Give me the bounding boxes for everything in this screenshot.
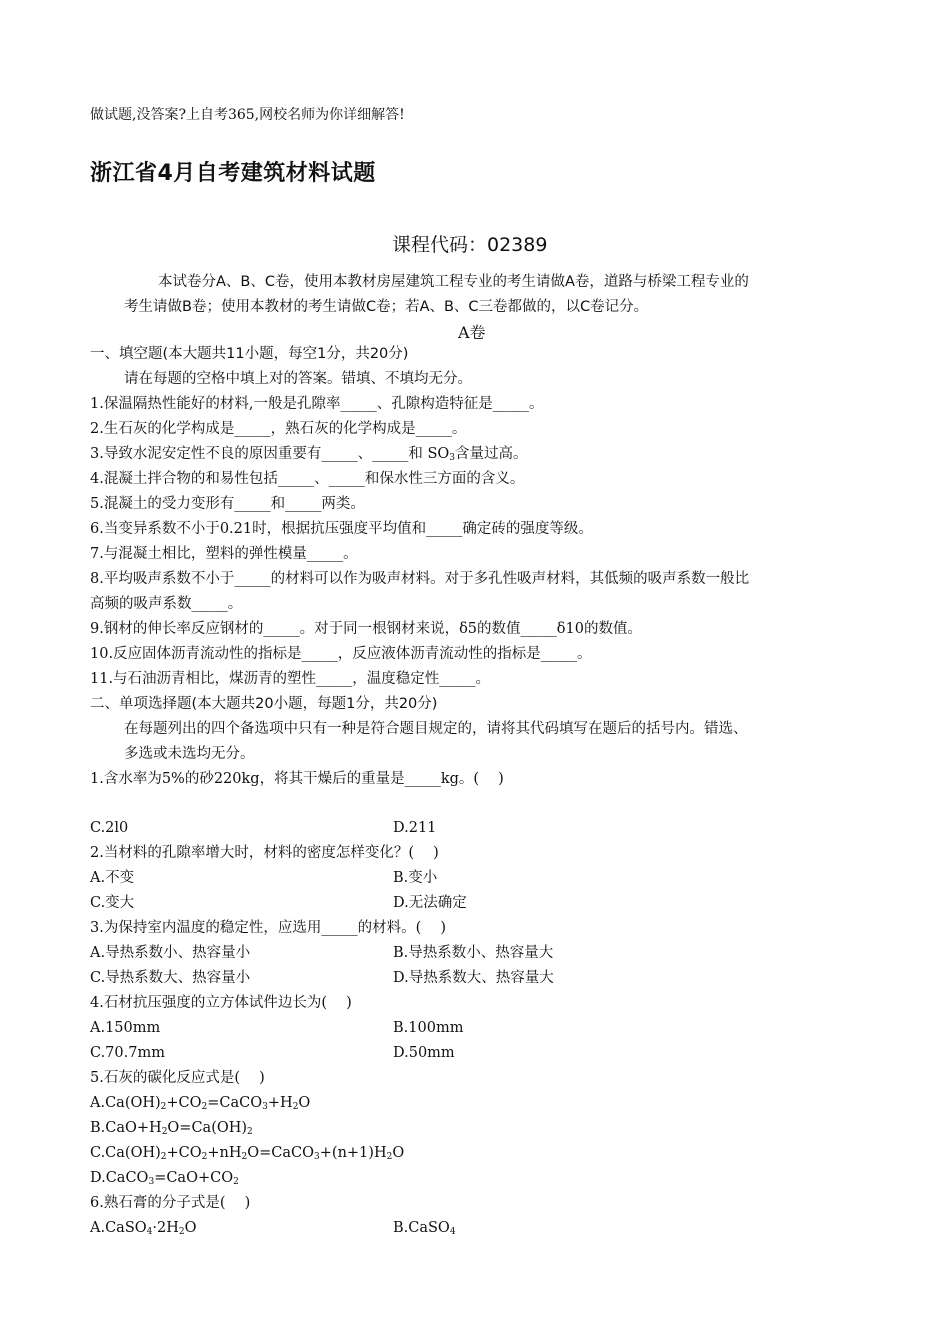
- choice-3-option-c: C.导热系数大、热容量小: [90, 970, 251, 986]
- choice-6-option-a: $A.CaSO_4\cdot 2H_2O$: [90, 1220, 197, 1237]
- choice-question-5: 5.石灰的碳化反应式是( ): [90, 1070, 265, 1086]
- choice-5-option-a: $A.Ca(OH)_2+CO_2=CaCO_3+H_2O$: [90, 1095, 311, 1112]
- choice-2-option-c: C.变大: [90, 895, 135, 911]
- choice-4-option-a: A.150mm: [90, 1020, 161, 1036]
- intro-line-2: 考生请做B卷；使用本教材的考生请做C卷；若A、B、C三卷都做的，以C卷记分。: [124, 299, 649, 315]
- choice-question-3: 3.为保持室内温度的稳定性，应选用_____的材料。( ): [90, 920, 447, 936]
- choice-4-option-b: B.100mm: [393, 1020, 464, 1036]
- choice-question-4: 4.石材抗压强度的立方体试件边长为( ): [90, 995, 352, 1011]
- fill-question-3-subscript: 3: [449, 453, 455, 463]
- choice-2-option-d: D.无法确定: [393, 895, 467, 911]
- fill-question-3-tail: 含量过高。: [455, 446, 528, 462]
- intro-line-1: 本试卷分A、B、C卷，使用本教材房屋建筑工程专业的考生请做A卷，道路与桥梁工程专业的: [158, 274, 749, 290]
- section2-instruction-line-2: 多选或未选均无分。: [124, 746, 255, 762]
- choice-3-option-d: D.导热系数大、热容量大: [393, 970, 554, 986]
- choice-3-option-a: A.导热系数小、热容量小: [90, 945, 251, 961]
- fill-question-8-line-2: 高频的吸声系数_____。: [90, 596, 243, 612]
- section2-heading: 二、单项选择题(本大题共20小题，每题1分，共20分): [90, 696, 438, 712]
- choice-4-option-d: D.50mm: [393, 1045, 455, 1061]
- fill-question-7: 7.与混凝土相比，塑料的弹性模量_____。: [90, 546, 358, 562]
- fill-question-10: 10.反应固体沥青流动性的指标是_____，反应液体沥青流动性的指标是_____。: [90, 646, 592, 662]
- section1-instruction: 请在每题的空格中填上对的答案。错填、不填均无分。: [124, 371, 472, 387]
- choice-5-option-b: $B.CaO+H_2O=Ca(OH)_2$: [90, 1120, 253, 1137]
- choice-question-6: 6.熟石膏的分子式是( ): [90, 1195, 251, 1211]
- choice-4-option-c: C.70.7mm: [90, 1045, 165, 1061]
- section1-heading: 一、填空题(本大题共11小题，每空1分，共20分): [90, 346, 409, 362]
- choice-question-2: 2.当材料的孔隙率增大时，材料的密度怎样变化？( ): [90, 845, 439, 861]
- volume-label: A卷: [458, 323, 486, 342]
- fill-question-9: 9.钢材的伸长率反应钢材的_____。对于同一根钢材来说，δ5的数值_____δ10的数值。: [90, 621, 642, 637]
- choice-1-option-d: D.211: [393, 820, 437, 836]
- choice-5-option-c: $C.Ca(OH)_2+CO_2+nH_2O=CaCO_3+(n+1)H_2O$: [90, 1145, 405, 1162]
- fill-question-2: 2.生石灰的化学构成是_____，熟石灰的化学构成是_____。: [90, 421, 467, 437]
- choice-6-option-b: B.CaSO$_4$: [393, 1220, 456, 1237]
- choice-3-option-b: B.导热系数小、热容量大: [393, 945, 554, 961]
- page-title: 浙江省4月自考建筑材料试题: [90, 161, 376, 186]
- choice-5-option-d: $D.CaCO_3=CaO+CO_2$: [90, 1170, 239, 1187]
- fill-question-8-line-1: 8.平均吸声系数不小于_____的材料可以作为吸声材料。对于多孔性吸声材料，其低频的吸声系数一般比: [90, 571, 750, 587]
- fill-question-5: 5.混凝土的受力变形有_____和_____两类。: [90, 496, 365, 512]
- fill-question-6: 6.当变异系数不小于0.21时，根据抗压强度平均值和_____确定砖的强度等级。: [90, 521, 593, 537]
- choice-question-1: 1.含水率为5%的砂220kg，将其干燥后的重量是_____kg。( ): [90, 771, 504, 787]
- fill-question-11: 11.与石油沥青相比，煤沥青的塑性_____，温度稳定性_____。: [90, 671, 491, 687]
- promo-text: 做试题,没答案?上自考365,网校名师为你详细解答!: [90, 107, 405, 123]
- section2-instruction-line-1: 在每题列出的四个备选项中只有一种是符合题目规定的，请将其代码填写在题后的括号内。错选、: [124, 721, 748, 737]
- course-code: 课程代码：02389: [392, 234, 548, 256]
- fill-question-4: 4.混凝土拌合物的和易性包括_____、_____和保水性三方面的含义。: [90, 471, 525, 487]
- fill-question-1: 1.保温隔热性能好的材料,一般是孔隙率_____、孔隙构造特征是_____。: [90, 396, 544, 412]
- choice-1-option-c: C.2l0: [90, 820, 129, 836]
- fill-question-3: [90, 445, 528, 463]
- choice-2-option-b: B.变小: [393, 870, 438, 886]
- fill-question-3-text: 3.导致水泥安定性不良的原因重要有_____、_____和 SO: [90, 446, 450, 462]
- choice-2-option-a: A.不变: [90, 870, 135, 886]
